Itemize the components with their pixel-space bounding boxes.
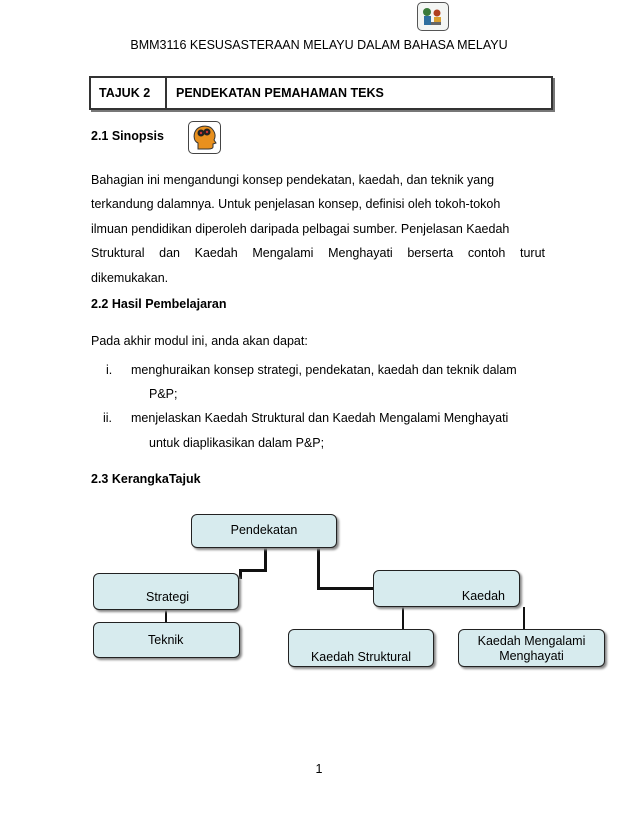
synopsis-line: Struktural dan Kaedah Mengalami Menghayati berserta contoh turut [91, 246, 545, 261]
people-books-icon [417, 2, 449, 31]
outcome-number: i. [106, 363, 113, 377]
page-number: 1 [315, 762, 323, 776]
node-label: Teknik [148, 633, 184, 647]
synopsis-paragraph [91, 168, 545, 290]
synopsis-line: dikemukakan. [91, 270, 169, 285]
outcomes-heading: 2.2 Hasil Pembelajaran [91, 297, 227, 311]
connector-line [317, 587, 376, 590]
connector-line [239, 569, 267, 572]
topic-title: PENDEKATAN PEMAHAMAN TEKS [176, 86, 384, 100]
outcome-text: menjelaskan Kaedah Struktural dan Kaedah Mengalami Menghayati [131, 411, 509, 425]
topic-box [89, 76, 553, 110]
node-kaedah-mengalami-menghayati [458, 629, 605, 667]
node-strategi [93, 573, 239, 610]
node-label: Kaedah Struktural [310, 650, 412, 664]
synopsis-line: terkandung dalamnya. Untuk penjelasan konsep, definisi oleh tokoh-tokoh [91, 197, 501, 212]
outcome-text-continued: untuk diaplikasikan dalam P&P; [149, 436, 325, 450]
node-teknik [93, 622, 240, 658]
node-kaedah [373, 570, 520, 607]
thinking-head-icon [188, 121, 221, 154]
framework-heading: 2.3 KerangkaTajuk [91, 472, 201, 486]
connector-line [239, 569, 242, 579]
topic-label: TAJUK 2 [91, 78, 167, 108]
node-label: Kaedah [461, 589, 505, 603]
outcome-text-continued: P&P; [149, 387, 178, 401]
connector-line [317, 548, 320, 589]
node-kaedah-struktural [288, 629, 434, 667]
synopsis-heading: 2.1 Sinopsis [91, 129, 164, 143]
outcome-text: menghuraikan konsep strategi, pendekatan, kaedah dan teknik dalam [131, 363, 517, 377]
node-pendekatan [191, 514, 337, 548]
synopsis-line: ilmuan pendidikan diperoleh daripada pelbagai sumber. Penjelasan Kaedah [91, 221, 510, 236]
outcomes-intro: Pada akhir modul ini, anda akan dapat: [91, 334, 308, 348]
connector-line [402, 607, 404, 630]
node-label: Strategi [146, 590, 190, 604]
node-label: Kaedah Mengalami [477, 634, 586, 648]
node-label: Menghayati [499, 649, 564, 663]
node-label: Pendekatan [230, 523, 298, 537]
connector-line [523, 607, 525, 630]
course-header: BMM3116 KESUSASTERAAN MELAYU DALAM BAHASA MELAYU [130, 38, 508, 52]
outcome-number: ii. [103, 411, 113, 425]
synopsis-line: Bahagian ini mengandungi konsep pendekatan, kaedah, dan teknik yang [91, 173, 495, 187]
connector-line [264, 548, 267, 570]
